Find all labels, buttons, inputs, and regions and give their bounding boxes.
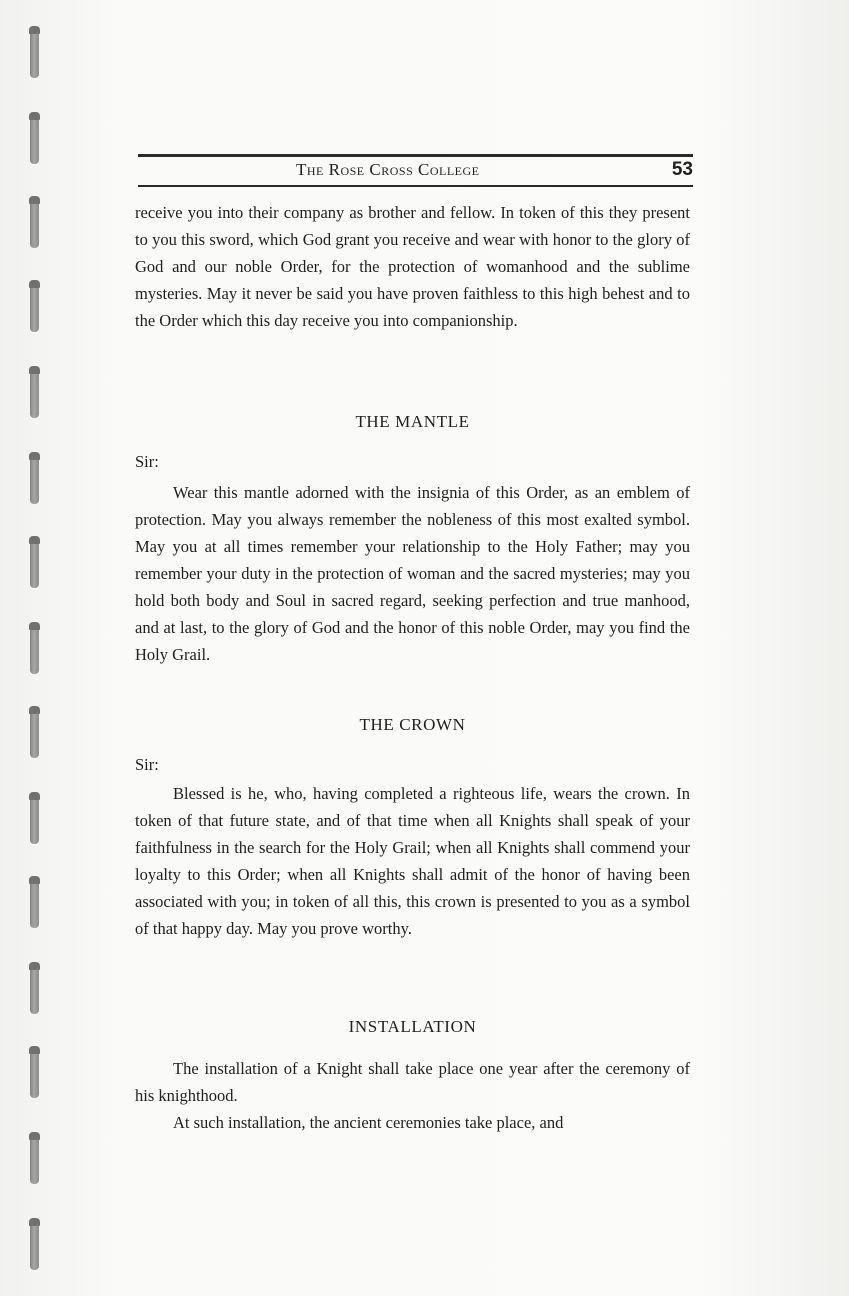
binding-hole [30,880,39,928]
header-rule-bottom [138,185,693,187]
paragraph-mantle: Wear this mantle adorned with the insignia of this Order, as an emblem of protection. May you always remember the nobleness of this most exalted symbol. May you at all times remember your relationship to the Holy Father; may you remember your duty in the protection of woman and the sacred mysteries; may you hold both body and Soul in sacred regard, seeking perfection and true manhood, and at last, to the glory of God and the honor of this noble Order, may you find the Holy Grail. [135,483,690,664]
paragraph-installation-2: At such installation, the ancient ceremonies take place, and [173,1113,564,1132]
binding-hole [30,30,39,78]
paragraph-opening: receive you into their company as brother and fellow. In token of this they present to you this sword, which God grant you receive and wear with honor to the glory of God and our noble Order, for the protection of womanhood and the sublime mysteries. May it never be said you have proven faithless to this high behest and to the Order which this day receive you into companionship. [135,203,690,330]
heading-crown: THE CROWN [359,715,466,734]
binding-hole [30,796,39,844]
binding-hole [30,116,39,164]
binding-hole [30,200,39,248]
heading-mantle: THE MANTLE [355,412,470,431]
page-header [138,154,693,188]
binding-hole [30,1136,39,1184]
page-number: 53 [671,159,693,180]
binding-hole [30,626,39,674]
heading-installation: INSTALLATION [348,1017,477,1036]
binding-hole [30,1050,39,1098]
binding-hole [30,456,39,504]
paragraph-installation-1: The installation of a Knight shall take place one year after the ceremony of his knighthood. [135,1059,690,1105]
binding-hole [30,370,39,418]
binding-hole [30,710,39,758]
binding-hole [30,540,39,588]
binding-hole [30,284,39,332]
running-title: The Rose Cross College [296,160,480,179]
binding-hole [30,966,39,1014]
salutation-crown: Sir: [135,755,159,774]
paragraph-crown: Blessed is he, who, having completed a righteous life, wears the crown. In token of that future state, and of that time when all Knights shall speak of your faithfulness in the search for the Holy Grail; when all Knights shall commend your loyalty to this Order; when all Knights shall admit of the honor of having been associated with you; in token of all this, this crown is presented to you as a symbol of that happy day. May you prove worthy. [135,784,690,938]
salutation-mantle: Sir: [135,452,159,471]
header-rule-top [138,154,693,157]
binding-hole [30,1222,39,1270]
